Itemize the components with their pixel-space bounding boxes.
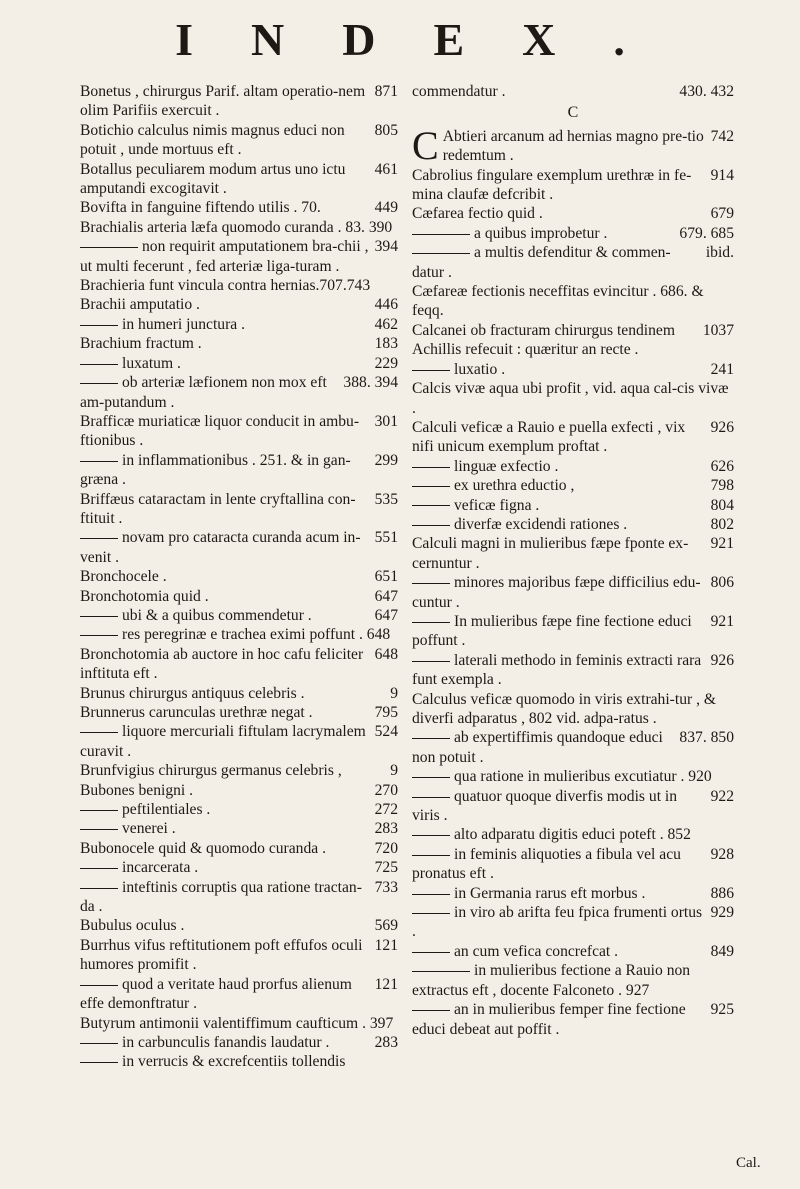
ditto-dash: [412, 505, 450, 506]
entry-text: Bronchotomia ab auctore in hoc cafu feliciter inftituta eft .: [80, 645, 364, 683]
ditto-dash: [80, 383, 118, 384]
entry-page: 569: [374, 917, 398, 935]
index-entry: [412, 321, 734, 360]
ditto-dash: [80, 247, 138, 248]
index-entry: [80, 334, 398, 353]
entry-page: 121: [374, 936, 398, 954]
index-entry: [80, 490, 398, 529]
entry-page: 446: [374, 296, 398, 314]
ditto-dash: [412, 894, 450, 895]
entry-page: 626: [710, 457, 734, 475]
entry-text: Cæfarea fectio quid .: [412, 205, 543, 223]
index-entry: [80, 412, 398, 451]
entry-text: diverfæ excidendi rationes .: [454, 515, 628, 533]
index-entry: [80, 276, 398, 295]
ditto-dash: [412, 661, 450, 662]
entry-text: Calculus veficæ quomodo in viris extrahi-tur , & diverfi adparatus , 802 vid. adpa-ratus .: [412, 690, 717, 727]
index-entry: [80, 722, 398, 761]
index-entry: [80, 839, 398, 858]
entry-page: 394: [374, 238, 398, 256]
index-entry: [412, 1000, 734, 1039]
ditto-dash: [80, 325, 118, 326]
entry-page: 461: [374, 160, 398, 178]
entry-text: in inflammationibus . 251. & in gan-græna .: [80, 451, 351, 489]
entry-text: in carbunculis fanandis laudatur .: [122, 1033, 330, 1051]
index-entry: [80, 606, 398, 625]
entry-page: 462: [374, 315, 398, 333]
index-entry: [412, 612, 734, 651]
entry-page: 430. 432: [679, 83, 734, 100]
entry-text: Brachialis arteria læfa quomodo curanda . 83. 390: [80, 218, 393, 236]
page-header: INDEX.: [175, 14, 683, 65]
entry-page: 283: [374, 820, 398, 838]
entry-page: 388. 394: [343, 374, 398, 392]
entry-text: peftilentiales .: [122, 801, 211, 819]
entry-text: Calcis vivæ aqua ubi profit , vid. aqua cal-cis vivæ .: [412, 380, 729, 417]
ditto-dash: [80, 461, 118, 462]
entry-page: 886: [710, 884, 734, 902]
entry-text: Briffæus cataractam in lente cryftallina con-ftituit .: [80, 490, 356, 527]
entry-text: in viro ab arifta feu fpica frumenti ortus .: [412, 904, 703, 941]
entry-page: 921: [710, 535, 734, 553]
entry-text: luxatio .: [454, 360, 506, 378]
ditto-dash: [80, 364, 118, 365]
entry-page: 921: [710, 612, 734, 630]
ditto-dash: [412, 952, 450, 953]
index-entry: [412, 884, 734, 903]
entry-text: ex urethra eductio ,: [454, 477, 575, 495]
ditto-dash: [412, 486, 450, 487]
entry-page: 849: [710, 942, 734, 960]
entry-text: a multis defenditur & commen-datur .: [412, 244, 671, 281]
entry-page: 805: [374, 121, 398, 139]
entry-text: Brachii amputatio .: [80, 296, 200, 314]
ditto-dash: [412, 525, 450, 526]
entry-text: Botallus peculiarem modum artus uno ictu amputandi excogitavit .: [80, 160, 346, 198]
entry-text: Bronchocele .: [80, 568, 167, 586]
index-entry: [80, 878, 398, 917]
entry-page: 922: [710, 787, 734, 805]
entry-page: 725: [374, 859, 398, 877]
index-entry: [80, 761, 398, 780]
entry-page: 229: [374, 354, 398, 372]
index-entry: [412, 825, 734, 844]
index-entry: [80, 936, 398, 975]
entry-text: Butyrum antimonii valentiffimum caufticum . 397: [80, 1014, 394, 1032]
index-entry: [412, 690, 734, 729]
index-entry: [80, 1033, 398, 1052]
entry-text: res peregrinæ e trachea eximi poffunt . 648: [122, 626, 391, 644]
index-entry: [412, 515, 734, 534]
entry-page: 742: [710, 127, 734, 145]
index-entry: [80, 373, 398, 412]
index-entry: [80, 528, 398, 567]
entry-page: 283: [374, 1033, 398, 1051]
entry-text: minores majoribus fæpe difficilius edu-cuntur .: [412, 574, 701, 611]
index-entry: [80, 1014, 398, 1033]
entry-text: ubi & a quibus commendetur .: [122, 606, 312, 624]
right-column: [412, 82, 734, 1039]
entry-page: 270: [374, 781, 398, 799]
entry-page: 647: [374, 587, 398, 605]
index-entry: [412, 243, 734, 282]
ditto-dash: [412, 855, 450, 856]
ditto-dash: [80, 616, 118, 617]
index-entry: [80, 1052, 398, 1071]
entry-page: 929: [710, 904, 734, 922]
entry-page: 679: [710, 205, 734, 223]
ditto-dash: [80, 1062, 118, 1063]
entry-text: incarcerata .: [122, 859, 199, 877]
ditto-dash: [80, 888, 118, 889]
index-entry: [80, 354, 398, 373]
entry-text: Brunus chirurgus antiquus celebris .: [80, 684, 305, 702]
entry-page: 301: [374, 412, 398, 430]
index-entry: [412, 122, 734, 168]
ditto-dash: [412, 622, 450, 623]
entry-text: Botichio calculus nimis magnus educi non potuit , unde mortuus eft .: [80, 121, 345, 159]
ditto-dash: [80, 732, 118, 733]
index-entry: [80, 451, 398, 490]
entry-text: in feminis aliquoties a fibula vel acu pronatus eft .: [412, 845, 681, 883]
ditto-dash: [412, 797, 450, 798]
left-column: [80, 82, 398, 1072]
entry-text: Calcanei ob fracturam chirurgus tendinem Achillis refecuit : quæritur an recte .: [412, 321, 675, 359]
entry-text: qua ratione in mulieribus excutiatur . 920: [454, 768, 712, 786]
entry-text: Calculi magni in mulieribus fæpe fponte ex-cernuntur .: [412, 535, 689, 572]
entry-page: 804: [710, 496, 734, 514]
index-entry: [412, 651, 734, 690]
index-entry: [80, 315, 398, 334]
ditto-dash: [80, 538, 118, 539]
entry-text: quatuor quoque diverfis modis ut in viris .: [412, 787, 678, 825]
entry-text: in mulieribus fectione a Rauio non extractus eft , docente Falconeto . 927: [412, 962, 691, 999]
entry-text: an cum vefica concrefcat .: [454, 942, 619, 960]
index-entry: [80, 975, 398, 1014]
index-entry: [412, 476, 734, 495]
ditto-dash: [412, 370, 450, 371]
entry-page: 183: [374, 335, 398, 353]
ditto-dash: [412, 467, 450, 468]
index-entry: [412, 534, 734, 573]
entry-page: 806: [710, 574, 734, 592]
entry-page: 720: [374, 839, 398, 857]
index-entry: [412, 496, 734, 515]
entry-page: 733: [374, 878, 398, 896]
entry-page: 449: [374, 199, 398, 217]
entry-text: Brunfvigius chirurgus germanus celebris ,: [80, 762, 342, 780]
index-entry: [412, 204, 734, 223]
entry-page: 121: [374, 975, 398, 993]
entry-text: linguæ exfectio .: [454, 457, 559, 475]
entry-text: novam pro cataracta curanda acum in-venit .: [80, 529, 361, 566]
entry-page: 914: [710, 166, 734, 184]
ditto-dash: [80, 635, 118, 636]
entry-text: an in mulieribus femper fine fectione educi debeat aut poffit .: [412, 1001, 686, 1038]
entry-text: inteftinis corruptis qua ratione tractan-da .: [80, 878, 362, 916]
entry-text: Cabrolius fingulare exemplum urethræ in fe-mina claufæ defcribit .: [412, 166, 692, 204]
ditto-dash: [80, 985, 118, 986]
entry-text: in humeri junctura .: [122, 315, 245, 333]
index-entry: [80, 916, 398, 935]
entry-page: 925: [710, 1001, 734, 1019]
ditto-dash: [80, 868, 118, 869]
index-entry: [412, 728, 734, 767]
index-entry: [412, 903, 734, 942]
entry-page: 551: [374, 529, 398, 547]
entry-text: Brachieria funt vincula contra hernias.707.743: [80, 277, 371, 295]
index-entry: [412, 282, 734, 321]
entry-text: liquore mercuriali fiftulam lacrymalem curavit .: [80, 723, 366, 760]
entry-text: Brachium fractum .: [80, 335, 202, 353]
index-entry: [80, 198, 398, 217]
entry-text: a quibus improbetur .: [474, 224, 608, 242]
index-entry: [80, 703, 398, 722]
entry-text: non requirit amputationem bra-chii , ut multi fecerunt , fed arteriæ liga-turam .: [80, 238, 369, 275]
entry-text: Cæfareæ fectionis neceffitas evincitur . 686. & feqq.: [412, 283, 704, 320]
entry-text: ob arteriæ læfionem non mox eft am-putandum .: [80, 374, 327, 411]
entry-page: 1037: [702, 321, 734, 339]
ditto-dash: [412, 583, 450, 584]
entry-page: 795: [374, 704, 398, 721]
index-entry: [80, 781, 398, 800]
index-entry: [80, 82, 398, 121]
index-entry: [412, 457, 734, 476]
entry-text: Bovifta in fanguine fiftendo utilis . 70.: [80, 199, 321, 217]
ditto-dash: [412, 738, 450, 739]
entry-text: in verrucis & excrefcentiis tollendis: [122, 1053, 346, 1071]
entry-text: Abtieri arcanum ad hernias magno pre-tio redemtum .: [442, 127, 704, 165]
entry-page: 798: [710, 477, 734, 495]
entry-page: 9: [390, 762, 398, 780]
entry-text: Bubones benigni .: [80, 781, 194, 799]
index-entry: [412, 166, 734, 205]
index-entry: [80, 684, 398, 703]
entry-text: venerei .: [122, 820, 176, 838]
entry-text: Bubulus oculus .: [80, 917, 185, 935]
index-entry: [412, 224, 734, 243]
entry-text: Calculi veficæ a Rauio e puella exfecti , vix nifi unicum exemplum proftat .: [412, 418, 686, 456]
index-entry: [80, 800, 398, 819]
entry-page: 648: [374, 645, 398, 663]
entry-page: 926: [710, 651, 734, 669]
index-entry: [80, 567, 398, 586]
section-letter: C: [567, 104, 579, 122]
index-entry: [412, 961, 734, 1000]
ditto-dash: [412, 835, 450, 836]
entry-text: veficæ figna .: [454, 496, 540, 514]
entry-page: 299: [374, 451, 398, 469]
ditto-dash: [80, 829, 118, 830]
entry-page: ibid.: [705, 244, 734, 262]
index-entry: [412, 379, 734, 418]
entry-page: 647: [374, 606, 398, 624]
index-entry: [412, 573, 734, 612]
entry-page: 524: [374, 723, 398, 741]
index-entry: [412, 360, 734, 379]
entry-text: luxatum .: [122, 354, 181, 372]
entry-text: Burrhus vifus reftitutionem poft effufos oculi humores promifit .: [80, 936, 363, 974]
ditto-dash: [412, 1010, 450, 1011]
index-entry: [80, 160, 398, 199]
index-entry: [80, 121, 398, 160]
index-entry: [412, 418, 734, 457]
index-entry: [412, 787, 734, 826]
entry-text: Bronchotomia quid .: [80, 587, 209, 605]
ditto-dash: [412, 777, 450, 778]
entry-text: In mulieribus fæpe fine fectione educi poffunt .: [412, 612, 692, 650]
entry-page: 837. 850: [679, 729, 734, 747]
entry-text: alto adparatu digitis educi poteft . 852: [454, 826, 691, 844]
index-entry: [80, 237, 398, 276]
entry-text: Brafficæ muriaticæ liquor conducit in ambu-ftionibus .: [80, 412, 360, 450]
entry-text: commendatur .: [412, 83, 506, 100]
index-entry: [80, 218, 398, 237]
ditto-dash: [80, 810, 118, 811]
ditto-dash: [412, 971, 470, 972]
entry-page: 802: [710, 515, 734, 533]
index-entry: [80, 625, 398, 644]
index-entry: [80, 858, 398, 877]
catchword: Cal.: [736, 1155, 761, 1171]
entry-text: Bonetus , chirurgus Parif. altam operatio-nem olim Parifiis exercuit .: [80, 83, 366, 120]
entry-text: Brunnerus carunculas urethræ negat .: [80, 704, 313, 721]
entry-page: 926: [710, 418, 734, 436]
drop-cap: C: [412, 122, 439, 168]
index-entry: [412, 767, 734, 786]
index-entry: [80, 587, 398, 606]
entry-text: ab expertiffimis quandoque educi non potuit .: [412, 729, 663, 766]
index-entry: [412, 845, 734, 884]
entry-page: 679. 685: [679, 224, 734, 242]
ditto-dash: [80, 1043, 118, 1044]
entry-page: 272: [374, 801, 398, 819]
ditto-dash: [412, 253, 470, 254]
entry-page: 871: [374, 83, 398, 100]
index-entry: [80, 295, 398, 314]
entry-page: 651: [374, 568, 398, 586]
continued-entry: [412, 82, 734, 101]
entry-text: Bubonocele quid & quomodo curanda .: [80, 839, 326, 857]
index-entry: [412, 942, 734, 961]
ditto-dash: [412, 913, 450, 914]
entry-page: 241: [710, 360, 734, 378]
entry-page: 9: [390, 684, 398, 702]
index-entry: [80, 645, 398, 684]
entry-page: 928: [710, 845, 734, 863]
entry-page: 535: [374, 490, 398, 508]
index-entry: [80, 819, 398, 838]
entry-text: in Germania rarus eft morbus .: [454, 884, 646, 902]
entry-text: laterali methodo in feminis extracti rara funt exempla .: [412, 651, 702, 689]
ditto-dash: [412, 234, 470, 235]
entry-text: quod a veritate haud prorfus alienum effe demonftratur .: [80, 975, 352, 1013]
